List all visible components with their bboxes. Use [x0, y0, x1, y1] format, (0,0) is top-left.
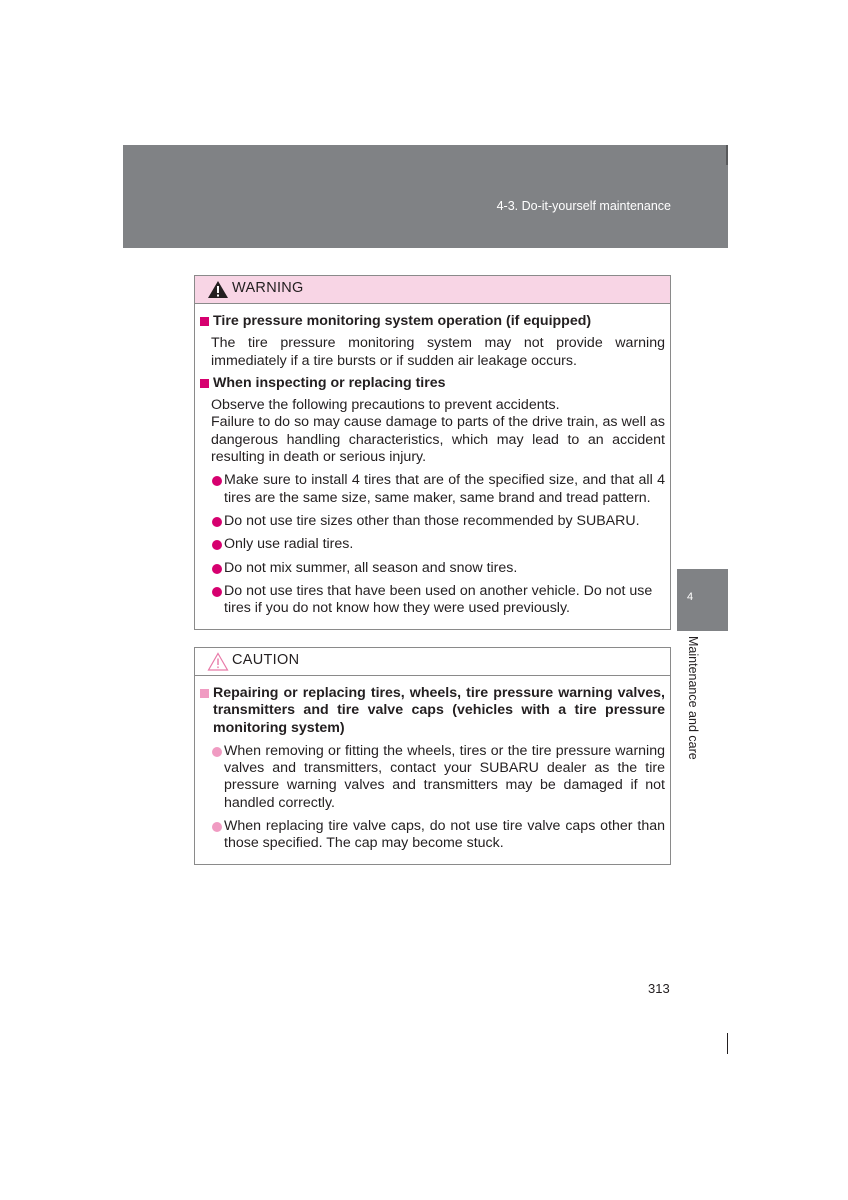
caution-box [194, 647, 671, 865]
heading-text: Repairing or replacing tires, wheels, tire pressure warning valves, transmitters and tire valve caps (vehicles with a tire pressure monitoring system) [213, 685, 665, 736]
chapter-number: 4 [687, 591, 694, 603]
list-item-text: When removing or fitting the wheels, tires or the tire pressure warning valves and transmitters, contact your SUBARU dealer as the tire pressure warning valves and transmitters may be damaged if not handled correctly. [224, 742, 665, 811]
round-bullet-icon [212, 517, 222, 527]
page-number: 313 [648, 981, 670, 996]
square-bullet-icon [200, 689, 209, 698]
square-bullet-icon [200, 379, 209, 388]
section-heading [200, 313, 665, 330]
list-item-text: Do not use tire sizes other than those recommended by SUBARU. [224, 512, 640, 529]
caution-title: CAUTION [232, 652, 300, 668]
list-item-text: Make sure to install 4 tires that are of the specified size, and that all 4 tires are the same size, same maker, same brand and tread pattern. [224, 472, 665, 506]
square-bullet-icon [200, 317, 209, 326]
round-bullet-icon [212, 540, 222, 550]
list-item-text: Only use radial tires. [224, 536, 354, 553]
list-item-text: When replacing tire valve caps, do not use tire valve caps other than those specified. The cap may become stuck. [224, 818, 665, 852]
section-heading [200, 375, 665, 392]
section-heading [200, 685, 665, 737]
heading-text: Tire pressure monitoring system operation (if equipped) [213, 313, 592, 329]
caution-body [195, 676, 670, 853]
chapter-tab [677, 569, 728, 631]
list-item [200, 472, 665, 507]
paragraph: Observe the following precautions to prevent accidents. [211, 397, 560, 414]
caution-header [195, 648, 670, 676]
round-bullet-icon [212, 747, 222, 757]
list-item [200, 513, 665, 530]
paragraph: The tire pressure monitoring system may not provide warning immediately if a tire bursts or if sudden air leakage occurs. [211, 335, 665, 369]
chapter-label: Maintenance and care [686, 636, 700, 760]
warning-header [195, 276, 670, 304]
warning-body [195, 304, 670, 617]
caution-triangle-icon [207, 652, 229, 671]
round-bullet-icon [212, 564, 222, 574]
round-bullet-icon [212, 822, 222, 832]
heading-text: When inspecting or replacing tires [213, 374, 446, 391]
list-item [200, 536, 665, 553]
warning-box [194, 275, 671, 630]
warning-triangle-icon [207, 280, 229, 299]
list-item [200, 560, 665, 577]
header-band [123, 145, 728, 248]
list-item [200, 743, 665, 812]
round-bullet-icon [212, 587, 222, 597]
section-title: 4-3. Do-it-yourself maintenance [496, 199, 671, 213]
list-item-text: Do not mix summer, all season and snow tires. [224, 559, 518, 576]
header-tick-mark [726, 145, 728, 165]
list-item [200, 818, 665, 853]
paragraph: Failure to do so may cause damage to parts of the drive train, as well as dangerous handling characteristics, which may lead to an accident resulting in death or serious injury. [211, 414, 665, 466]
list-item [200, 583, 665, 618]
round-bullet-icon [212, 476, 222, 486]
warning-title: WARNING [232, 280, 304, 296]
list-item-text: Do not use tires that have been used on another vehicle. Do not use tires if you do not know how they were used previously. [224, 582, 653, 617]
page-edge-rule [727, 1033, 728, 1054]
